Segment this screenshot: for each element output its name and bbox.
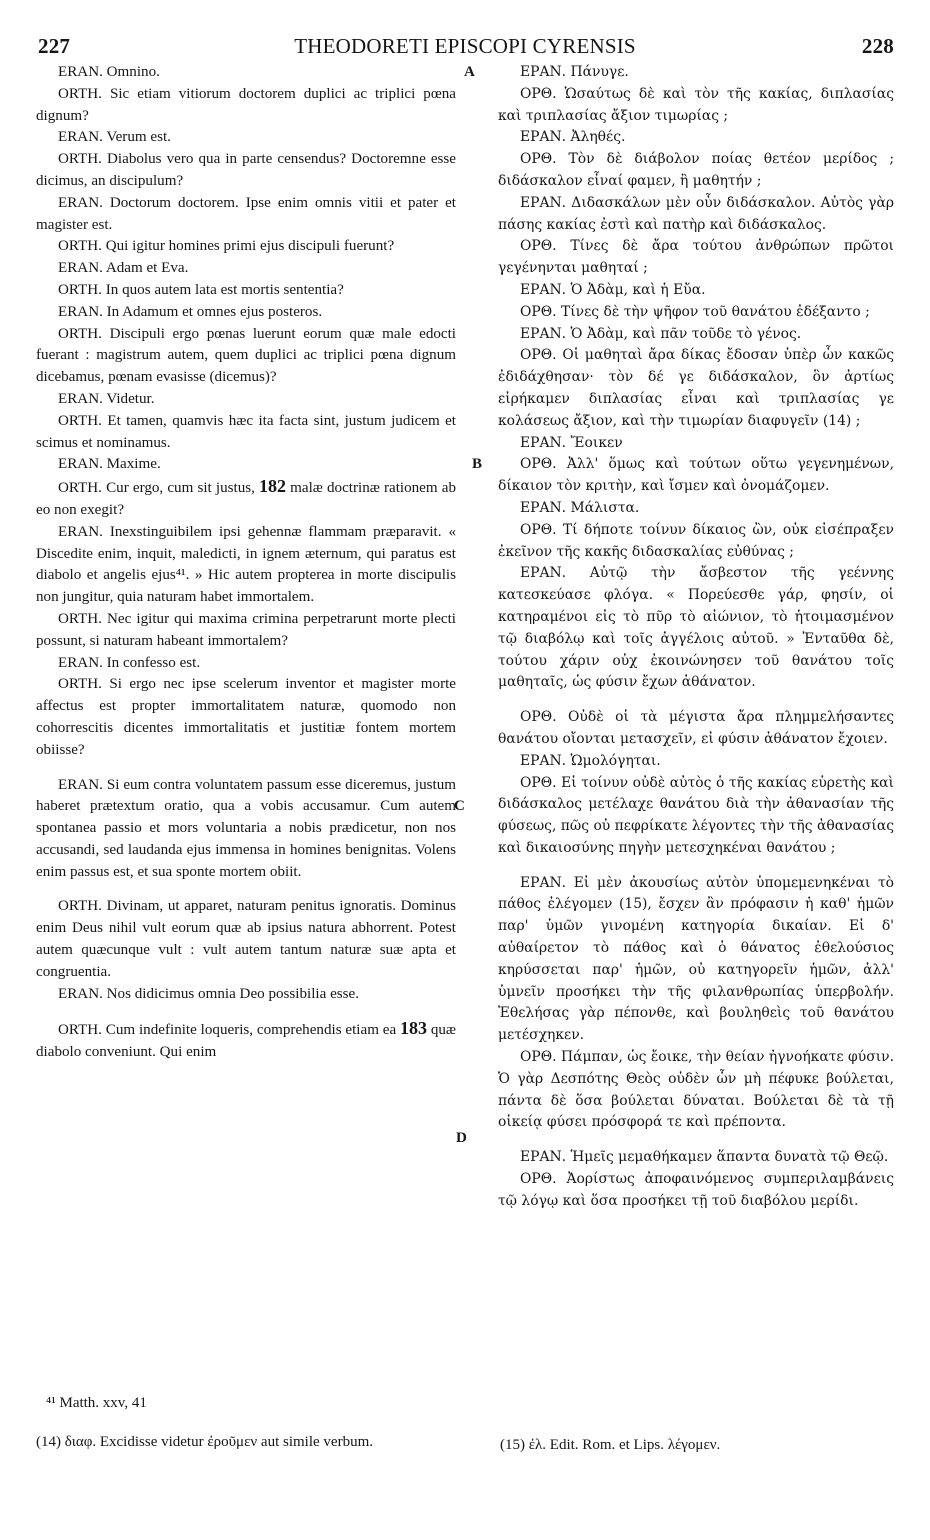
page-number-right: 228	[861, 34, 894, 58]
paragraph-text: Ὁ Ἀδὰμ, καὶ ἡ Εὔα.	[570, 281, 706, 298]
speaker-label: ERAN.	[58, 654, 107, 671]
speaker-label: ΕΡΑΝ.	[520, 1149, 571, 1166]
footnote-14: (14) διαφ. Excidisse videtur ἐροῦμεν aut simile verbum.	[36, 1434, 373, 1450]
paragraph-gap	[36, 762, 456, 775]
dialogue-paragraph	[36, 84, 456, 128]
paragraph-text: Doctorum doctorem. Ipse enim omnis vitii et pater et magister est.	[36, 194, 456, 233]
paragraph-text: Διδασκάλων μὲν οὖν διδάσκαλον. Αὐτὸς γὰρ πάσης κακίας ἐστὶ καὶ πατὴρ καὶ διδάσκαλος.	[498, 194, 894, 233]
speaker-label: ΟΡΘ.	[520, 456, 567, 473]
speaker-label: ORTH.	[58, 1022, 106, 1039]
speaker-label: ERAN.	[58, 64, 107, 80]
paragraph-text: Si eum contra voluntatem passum esse diceremus, justum haberet prætextum oratio, qua a vobis accusamur. Cum autem spontanea passio et mors voluntaria a nobis prædicetur, non nos accusandi, sed laudanda ejus immensa in homines benignitas. Volens enim passus est, et sua sponte mortem obiit.	[36, 776, 456, 880]
footnotes-left	[36, 1394, 456, 1452]
paragraph-text: Αὐτῷ τὴν ἄσβεστον τῆς γεέννης κατεσκεύασε φλόγα. « Πορεύεσθε γάρ, φησίν, οἱ κατηραμένοι εἰς τὸ πῦρ τὸ αἰώνιον, τὸ ἡτοιμασμένον τῷ διαβόλῳ καὶ τοῖς ἀγγέλοις αὐτοῦ. » Ἐνταῦθα δὲ, τούτου χάριν οὐχ ἐκοινώνησεν τοῦ θανάτου τοῖς μαθηταῖς, ὡς φύσιν ἔχων ἀθάνατον.	[498, 565, 894, 691]
dialogue-paragraph	[498, 324, 894, 346]
speaker-label: ORTH.	[58, 898, 107, 915]
dialogue-paragraph	[36, 674, 456, 761]
speaker-label: ΟΡΘ.	[520, 521, 563, 538]
dialogue-paragraph	[36, 62, 456, 84]
page-marker: 182	[259, 476, 287, 497]
dialogue-paragraph	[36, 609, 456, 653]
dialogue-paragraph	[498, 773, 894, 860]
dialogue-paragraph	[498, 454, 894, 498]
dialogue-paragraph	[498, 1147, 894, 1169]
dialogue-paragraph	[36, 653, 456, 675]
dialogue-paragraph	[36, 896, 456, 983]
dialogue-paragraph	[498, 563, 894, 694]
paragraph-text: Ἀληθές.	[570, 129, 626, 146]
speaker-label: ERAN.	[58, 523, 110, 540]
paragraph-text: Τί δήποτε τοίνυν δίκαιος ὢν, οὐκ εἰσέπραξεν ἐκεῖνον τῆς κακῆς διδασκαλίας εὐθύνας ;	[498, 521, 895, 560]
paragraph-text: Nec igitur qui maxima crimina perpetrarunt morte plecti possunt, si naturam habeant immortalem?	[36, 610, 456, 649]
speaker-label: ERAN.	[58, 260, 106, 277]
footnote-matth: ⁴¹ Matth. xxv, 41	[46, 1395, 147, 1411]
dialogue-paragraph	[36, 193, 456, 237]
dialogue-paragraph	[36, 522, 456, 609]
page-number-left: 227	[38, 34, 71, 58]
paragraph-text: Qui igitur homines primi ejus discipuli fuerunt?	[105, 238, 395, 255]
paragraph-text: Cum indefinite loqueris, comprehendis etiam ea	[105, 1022, 400, 1039]
speaker-label: ΟΡΘ.	[520, 151, 569, 168]
paragraph-text: Discipuli ergo pœnas luerunt eorum quæ male edocti fuerant : magistrum autem, quem duplici ac triplici pœna dignum dicebamus, pœnam evasisse (dicemus)?	[36, 325, 456, 386]
dialogue-paragraph	[36, 149, 456, 193]
speaker-label: ΕΡΑΝ.	[520, 281, 571, 298]
speaker-label: ORTH.	[58, 238, 106, 255]
paragraph-text: Diabolus vero qua in parte censendus? Doctoremne esse dicimus, an discipulum?	[36, 151, 456, 189]
dialogue-paragraph	[498, 433, 894, 455]
paragraph-text: Ὡμολόγηται.	[570, 752, 661, 769]
paragraph-text: quæ diabolo conveniunt. Qui enim	[36, 1022, 456, 1061]
dialogue-paragraph	[498, 62, 894, 84]
paragraph-text: Inexstinguibilem ipsi gehennæ flammam præparavit. « Discedite enim, inquit, maledicti, in ignem æternum, qui paratus est diabolo et angelis ejus⁴¹. » Hic autem propterea in morte discipulis non jungitur, quia naturam habet immortalem.	[36, 523, 456, 606]
dialogue-paragraph	[36, 324, 456, 389]
dialogue-paragraph	[498, 84, 894, 128]
paragraph-text: Maxime.	[106, 456, 161, 473]
paragraph-text: Μάλιστα.	[570, 499, 640, 516]
dialogue-paragraph	[498, 520, 894, 564]
dialogue-paragraph	[36, 984, 456, 1006]
paragraph-text: In quos autem lata est mortis sententia?	[105, 281, 344, 298]
paragraph-text: Verum est.	[106, 129, 171, 146]
margin-letter-d: D	[456, 1130, 467, 1146]
paragraph-gap	[498, 694, 894, 707]
dialogue-paragraph	[36, 476, 456, 522]
dialogue-paragraph	[36, 454, 456, 476]
paragraph-text: Si ergo nec ipse scelerum inventor et magister morte affectus est propter immortalitatem naturæ, quomodo non cohorrescitis dicentes immortalitatis et justitiæ fontem mortem obiisse?	[36, 676, 457, 758]
speaker-label: ORTH.	[58, 151, 108, 168]
paragraph-text: Adam et Eva.	[105, 260, 189, 277]
paragraph-gap	[498, 1134, 894, 1147]
paragraph-text: Τὸν δὲ διάβολον ποίας θετέον μερίδος ; διδάσκαλον εἶναί φαμεν, ἢ μαθητήν ;	[498, 151, 894, 189]
speaker-label: ORTH.	[58, 325, 110, 342]
paragraph-text: Omnino.	[106, 64, 160, 80]
paragraph-text: Ἀλλ' ὅμως καὶ τούτων οὕτω γεγενημένων, δίκαιον τὸν κριτὴν, καὶ ἴσμεν καὶ ὀνομάζομεν.	[498, 456, 894, 495]
greek-column	[498, 62, 894, 1213]
speaker-label: ΕΡΑΝ.	[520, 874, 574, 891]
dialogue-paragraph	[498, 127, 894, 149]
speaker-label: ΟΡΘ.	[520, 238, 571, 255]
speaker-label: ERAN.	[58, 985, 107, 1002]
paragraph-text: In Adamum et omnes ejus posteros.	[106, 303, 323, 320]
paragraph-text: Ἡμεῖς μεμαθήκαμεν ἅπαντα δυνατὰ τῷ Θεῷ.	[570, 1149, 889, 1166]
speaker-label: ΕΡΑΝ.	[520, 64, 571, 80]
speaker-label: ORTH.	[58, 281, 106, 298]
dialogue-paragraph	[36, 389, 456, 411]
paragraph-text: Nos didicimus omnia Deo possibilia esse.	[106, 985, 360, 1002]
paragraph-gap	[498, 860, 894, 873]
speaker-label: ΕΡΑΝ.	[520, 752, 571, 769]
page-marker: 183	[400, 1018, 427, 1039]
dialogue-paragraph	[36, 127, 456, 149]
dialogue-paragraph	[498, 302, 894, 324]
paragraph-text: Τίνες δὲ τὴν ψῆφον τοῦ θανάτου ἐδέξαντο ;	[560, 303, 870, 320]
dialogue-paragraph	[498, 498, 894, 520]
speaker-label: ΟΡΘ.	[520, 85, 565, 102]
speaker-label: ORTH.	[58, 480, 107, 497]
dialogue-paragraph	[36, 258, 456, 280]
dialogue-paragraph	[498, 1169, 894, 1213]
dialogue-paragraph	[498, 1047, 894, 1134]
dialogue-paragraph	[36, 302, 456, 324]
paragraph-text: In confesso est.	[106, 654, 201, 671]
paragraph-text: Εἰ τοίνυν οὐδὲ αὐτὸς ὁ τῆς κακίας εὑρετὴς καὶ διδάσκαλος μετέλαχε θανάτου διὰ τὴν ἀθανασίαν τῆς φύσεως, πῶς οὐ πεφρίκατε λέγοντες τὴν τῆς ἀθανασίας καὶ δικαιοσύνης πηγὴν μετεσχηκέναι θανάτου ;	[498, 774, 894, 856]
speaker-label: ΟΡΘ.	[520, 347, 563, 364]
paragraph-text: Οὐδὲ οἱ τὰ μέγιστα ἄρα πλημμελήσαντες θανάτου οἴονται μετασχεῖν, εἰ φύσιν ἀθάνατον ἔχοιεν.	[498, 709, 895, 747]
paragraph-text: Οἱ μαθηταὶ ἄρα δίκας ἔδοσαν ὑπὲρ ὧν κακῶς ἐδιδάχθησαν· τὸν δέ γε διδάσκαλον, ὃν ἀρτίως εἰρήκαμεν διπλασίας εἶναι καὶ τριπλασίας γε κολάσεως ἄξιον, καὶ τὴν τιμωρίαν διαφυγεῖν (14) ;	[498, 347, 894, 429]
speaker-label: ΟΡΘ.	[520, 774, 562, 791]
speaker-label: ERAN.	[58, 303, 107, 320]
paragraph-text: Ὡσαύτως δὲ καὶ τὸν τῆς κακίας, διπλασίας καὶ τριπλασίας ἄξιον τιμωρίας ;	[498, 85, 894, 124]
speaker-label: ΕΡΑΝ.	[520, 129, 571, 146]
dialogue-paragraph	[36, 775, 456, 884]
speaker-label: ORTH.	[58, 412, 108, 429]
dialogue-paragraph	[498, 751, 894, 773]
paragraph-text: Sic etiam vitiorum doctorem duplici ac triplici pœna dignum?	[36, 85, 456, 124]
speaker-label: ERAN.	[58, 456, 107, 473]
paragraph-text: Ὁ Ἀδὰμ, καὶ πᾶν τοῦδε τὸ γένος.	[570, 325, 802, 342]
paragraph-text: Τίνες δὲ ἄρα τούτου ἀνθρώπων πρῶτοι γεγένηνται μαθηταί ;	[498, 238, 894, 277]
paragraph-text: Videtur.	[106, 390, 155, 407]
paragraph-text: Ἀορίστως ἀποφαινόμενος συμπεριλαμβάνεις τῷ λόγῳ καὶ ὅσα προσήκει τῇ τοῦ διαβόλου μερίδι.	[498, 1171, 894, 1209]
paragraph-text: Et tamen, quamvis hæc ita facta sint, justum judicem et scimus et nominamus.	[36, 412, 456, 451]
speaker-label: ERAN.	[58, 390, 107, 407]
speaker-label: ORTH.	[58, 85, 110, 102]
dialogue-paragraph	[498, 280, 894, 302]
footnote-15: (15) ἐλ. Edit. Rom. et Lips. λέγομεν.	[500, 1437, 721, 1453]
dialogue-paragraph	[36, 280, 456, 302]
speaker-label: ΟΡΘ.	[520, 1171, 567, 1188]
speaker-label: ORTH.	[58, 610, 108, 627]
paragraph-gap	[36, 1005, 456, 1018]
dialogue-paragraph	[36, 1018, 456, 1064]
speaker-label: ERAN.	[58, 194, 110, 211]
paragraph-text: Εἰ μὲν ἀκουσίως αὐτὸν ὑπομεμενηκέναι τὸ πάθος ἐλέγομεν (15), ἔσχεν ἂν πρόφασιν ἡ καθ' ἡμῶν παρ' ὑμῶν γινομένη κατηγορία δικαίαν. Εἰ δ' αὐθαίρετον τὸ πάθος καὶ ὁ θάνατος ἐθελούσιος κηρύσσεται παρ' ἡμῶν, οὐ κατηγορεῖν ἡμῶν, ἀλλ' ὑμνεῖν προσήκει τὴν τῆς φιλανθρωπίας ὑπερβολήν. Ἐθελήσας γὰρ πέπονθε, καὶ βουληθεὶς τοῦ θανάτου μετέσχηκεν.	[498, 874, 894, 1044]
margin-letter-b: B	[472, 456, 483, 472]
speaker-label: ORTH.	[58, 676, 110, 693]
dialogue-paragraph	[36, 236, 456, 258]
speaker-label: ΟΡΘ.	[520, 709, 569, 726]
speaker-label: ΕΡΑΝ.	[520, 194, 572, 211]
dialogue-paragraph	[498, 236, 894, 280]
running-title: THEODORETI EPISCOPI CYRENSIS	[294, 34, 636, 58]
latin-column	[36, 62, 456, 1064]
paragraph-text: Πάμπαν, ὡς ἔοικε, τὴν θείαν ἠγνοήκατε φύσιν. Ὁ γὰρ Δεσπότης Θεὸς οὐδὲν ὧν μὴ πέφυκε βούλεται, πάντα δὲ ὅσα βούλεται δύναται. Βούλεται δὲ τὰ τῇ οἰκείᾳ φύσει πρόσφορά τε καὶ πρέποντα.	[498, 1049, 895, 1131]
paragraph-gap	[36, 883, 456, 896]
speaker-label: ERAN.	[58, 776, 107, 793]
paragraph-text: malæ doctrinæ rationem ab eo non exegit?	[36, 480, 457, 518]
dialogue-paragraph	[498, 149, 894, 193]
paragraph-text: Cur ergo, cum sit justus,	[106, 480, 260, 497]
speaker-label: ERAN.	[58, 129, 107, 146]
dialogue-paragraph	[498, 193, 894, 237]
paragraph-text: Divinam, ut apparet, naturam penitus ignoratis. Dominus enim Deus nihil vult eorum quæ ab ipsius natura abhorrent. Potest autem quæcunque vult : vult autem tantum naturæ suæ apta et congruentia.	[36, 898, 456, 980]
margin-letter-a: A	[464, 64, 475, 80]
speaker-label: ΕΡΑΝ.	[520, 434, 571, 451]
paragraph-text: Ἔοικεν	[570, 434, 623, 451]
speaker-label: ΕΡΑΝ.	[520, 565, 590, 582]
margin-letter-c: C	[454, 798, 465, 814]
speaker-label: ΕΡΑΝ.	[520, 325, 571, 342]
speaker-label: ΟΡΘ.	[520, 1049, 561, 1066]
dialogue-paragraph	[498, 873, 894, 1047]
paragraph-text: Πάνυγε.	[570, 64, 629, 80]
running-header	[36, 28, 894, 62]
speaker-label: ΟΡΘ.	[520, 303, 561, 320]
speaker-label: ΕΡΑΝ.	[520, 499, 571, 516]
dialogue-paragraph	[498, 707, 894, 751]
dialogue-paragraph	[36, 411, 456, 455]
dialogue-paragraph	[498, 345, 894, 432]
